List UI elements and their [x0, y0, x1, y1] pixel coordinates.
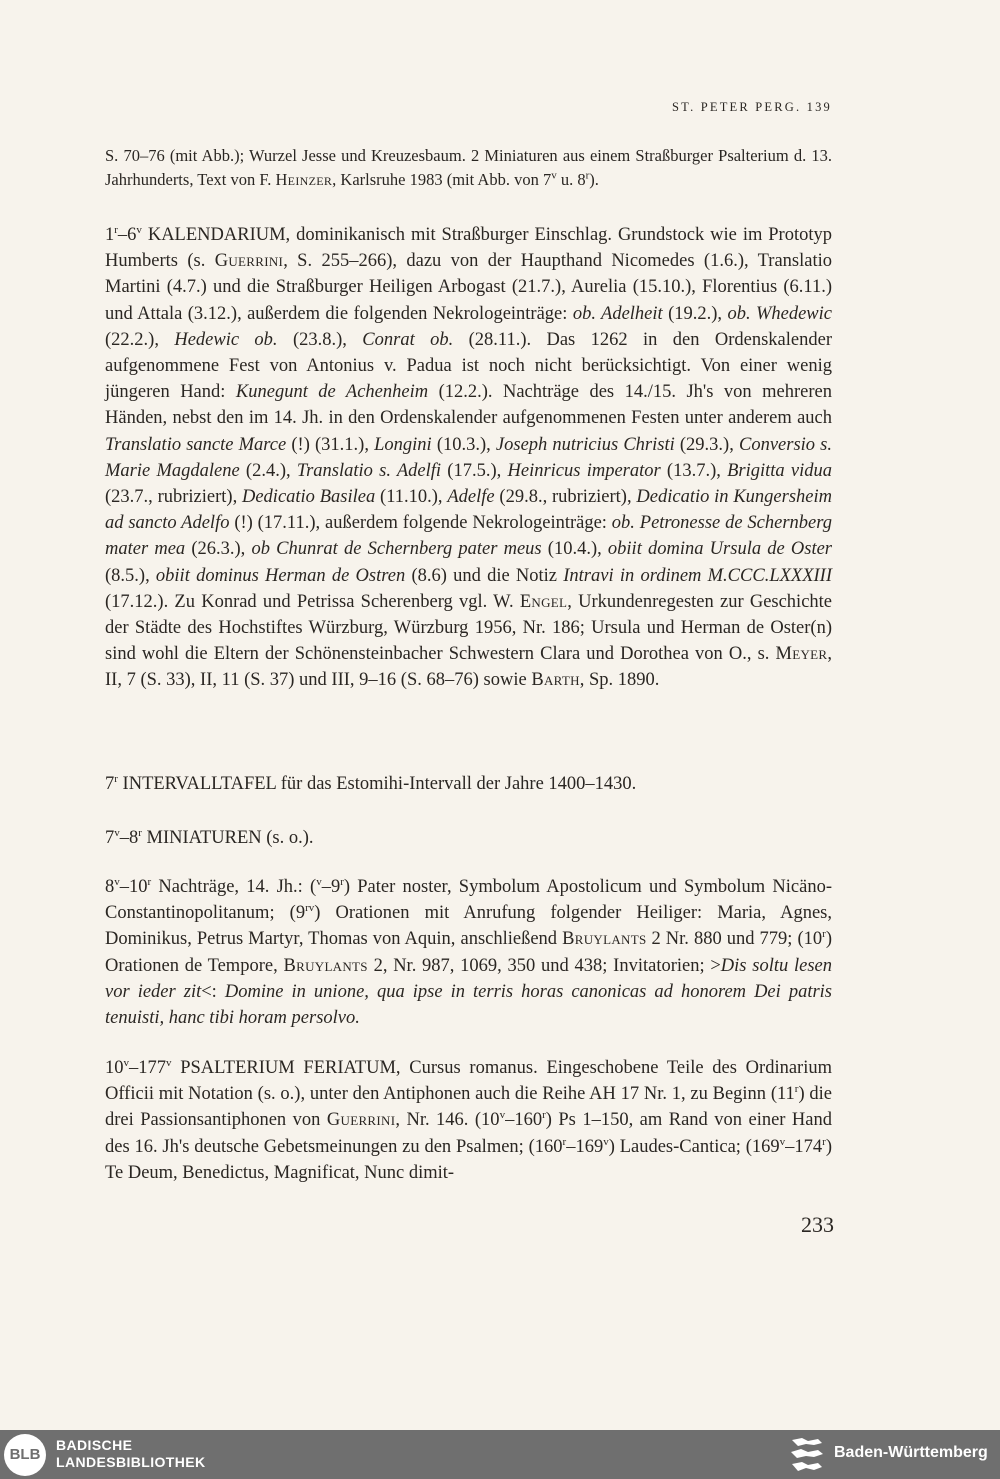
- state-name[interactable]: Baden-Württemberg: [834, 1444, 988, 1461]
- baden-wuerttemberg-lions-icon: [788, 1435, 826, 1475]
- paragraph-intervalltafel: 7$^r$ INTERVALLTAFEL für das Estomihi-Intervall der Jahre 1400–1430.: [105, 772, 637, 794]
- library-name-line1: BADISCHE: [56, 1437, 133, 1453]
- library-name: [56, 1437, 206, 1471]
- footer-bar: [0, 1430, 1000, 1479]
- paragraph-kalendarium: 1$^r$–6$^v$ KALENDARIUM, dominikanisch mit Straßburger Einschlag. Grundstock wie im Prototyp Humberts (s. Guerrini, S. 255–266), dazu von der Haupthand Nicomedes (1.6.), Translatio Martini (4.7.) und die Straßburger Heiligen Arbogast (21.7.), Aurelia (15.10.), Florentius (6.11.) und Attala (3.12.), außerdem die folgenden Nekrologeinträge: ob. Adelheit (19.2.), ob. Whedewic (22.2.), Hedewic ob. (23.8.), Conrat ob. (28.11.). Das 1262 in den Ordenskalender aufgenommene Fest von Antonius v. Padua ist noch nicht berücksichtigt. Von einer wenig jüngeren Hand: Kunegunt de Achenheim (12.2.). Nachträge des 14./15. Jh's von mehreren Händen, nebst den im 14. Jh. in den Ordenskalender aufgenommenen Festen unter anderem auch Translatio sancte Marce (!) (31.1.), Longini (10.3.), Joseph nutricius Christi (29.3.), Conversio s. Marie Magdalene (2.4.), Translatio s. Adelfi (17.5.), Heinricus imperator (13.7.), Brigitta vidua (23.7., rubriziert), Dedicatio Basilea (11.10.), Adelfe (29.8., rubriziert), Dedicatio in Kungersheim ad sancto Adelfo (!) (17.11.), außerdem folgende Nekrologeinträge: ob. Petronesse de Schernberg mater mea (26.3.), ob Chunrat de Schernberg pater meus (10.4.), obiit domina Ursula de Oster (8.5.), obiit dominus Herman de Ostren (8.6) und die Notiz Intravi in ordinem M.CCC.LXXXIII (17.12.). Zu Konrad und Petrissa Scherenberg vgl. W. Engel, Urkundenregesten zur Geschichte der Städte des Hochstiftes Würzburg, Würzburg 1956, Nr. 186; Ursula und Herman de Oster(n) sind wohl die Eltern der Schönensteinbacher Schwestern Clara und Dorothea von O., s. Meyer, II, 7 (S. 33), II, 11 (S. 37) und III, 9–16 (S. 68–76) sowie Barth, Sp. 1890.: [105, 223, 833, 691]
- library-name-line2: LANDESBIBLIOTHEK: [56, 1454, 206, 1470]
- paragraph-nachtraege: 8$^v$–10$^r$ Nachträge, 14. Jh.: ($^v$–9$^r$) Pater noster, Symbolum Apostolicum und Symbolum Nicäno-Constantinopolitanum; $(9^{rv})$ Orationen mit Anrufung folgender Heiliger: Maria, Agnes, Dominikus, Petrus Martyr, Thomas von Aquin, anschließend Bruylants 2 Nr. 880 und 779; (10$^r$) Orationen de Tempore, Bruylants 2, Nr. 987, 1069, 350 und 438; Invitatorien; >Dis soltu lesen vor ieder zit<: Domine in unione, qua ipse in terris horas canonicas ad honorem Dei patris tenuisti, hanc tibi horam persolvo.: [105, 875, 833, 1029]
- blb-logo-icon[interactable]: [4, 1434, 46, 1476]
- paragraph-bibliography-continuation: S. 70–76 (mit Abb.); Wurzel Jesse und Kreuzesbaum. 2 Miniaturen aus einem Straßburger Psalterium d. 13. Jahrhunderts, Text von F. Heinzer, Karlsruhe 1983 (mit Abb. von 7$^v$ u. 8$^r$).: [105, 146, 832, 189]
- page-number: 233: [801, 1212, 834, 1237]
- paragraph-miniaturen: 7$^v$–8$^r$ MINIATUREN (s. o.).: [105, 826, 314, 848]
- running-title: ST. PETER PERG. 139: [672, 100, 832, 114]
- paragraph-psalterium: 10$^v$–177$^v$ PSALTERIUM FERIATUM, Cursus romanus. Eingeschobene Teile des Ordinarium Officii mit Notation (s. o.), unter den Antiphonen auch die Reihe AH 17 Nr. 1, zu Beginn (11$^r$) die drei Passionsantiphonen von Guerrini, Nr. 146. (10$^v$–160$^r$) Ps 1–150, am Rand von einer Hand des 16. Jh's deutsche Gebetsmeinungen zu den Psalmen; (160$^r$–169$^v$) Laudes-Cantica; (169$^v$–174$^r$) Te Deum, Benedictus, Magnificat, Nunc dimit-: [105, 1056, 832, 1183]
- blb-logo-text: BLB: [9, 1446, 41, 1463]
